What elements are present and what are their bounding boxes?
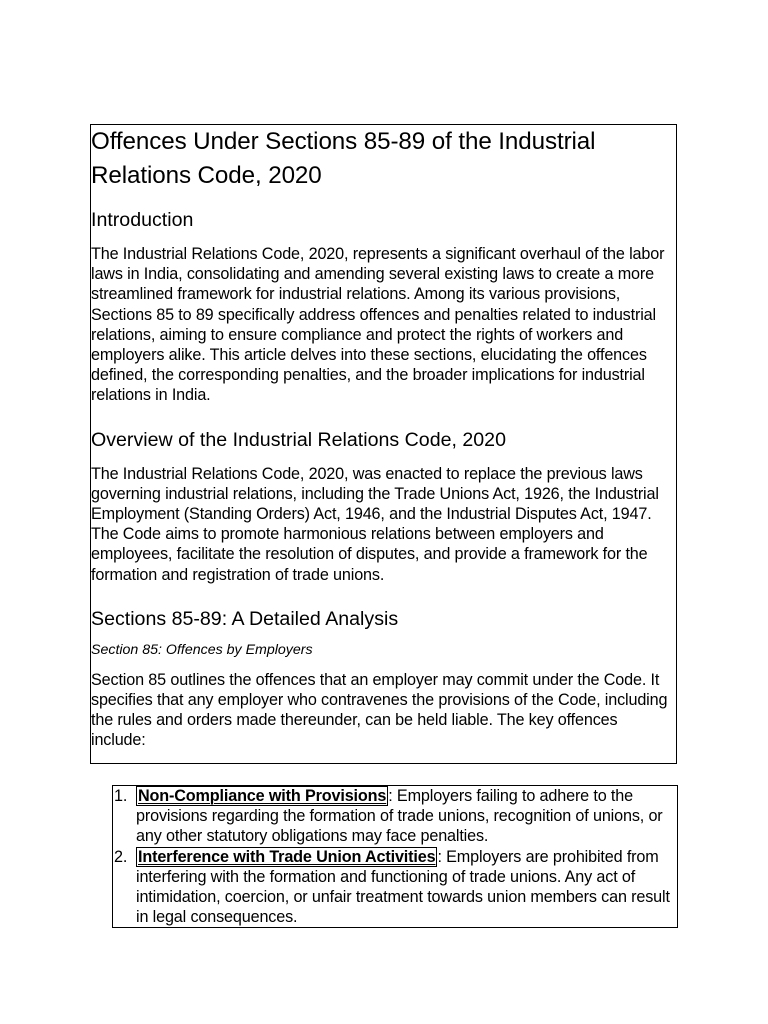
section-85-paragraph: Section 85 outlines the offences that an employer may commit under the Code. It specifies that any employer who contravenes the provisions of the Code, including the rules and orders made thereunder, can be held liable. The key offences include: xyxy=(91,670,668,750)
page-title: Offences Under Sections 85-89 of the Industrial Relations Code, 2020 xyxy=(91,128,596,189)
section-heading-overview: Overview of the Industrial Relations Code, 2020 xyxy=(91,428,506,451)
subsection-heading-section-85: Section 85: Offences by Employers xyxy=(91,641,313,658)
offence-description: : Employers failing to adhere to the provisions regarding the formation of trade unions, recognition of unions, or any other statutory obligations may face penalties. xyxy=(136,787,663,846)
list-item xyxy=(114,847,677,928)
introduction-paragraph: The Industrial Relations Code, 2020, represents a significant overhaul of the labor laws in India, consolidating and amending several existing laws to create a more streamlined framework for industrial relations. Among its various provisions, Sections 85 to 89 specifically address offences and penalties related to industrial relations, aiming to ensure compliance and protect the rights of workers and employers alike. This article delves into these sections, elucidating the offences defined, the corresponding penalties, and the broader implications for industrial relations in India. xyxy=(91,245,665,405)
section-heading-introduction: Introduction xyxy=(91,209,194,231)
document-body xyxy=(90,124,677,764)
key-offences-list xyxy=(113,786,677,927)
overview-paragraph: The Industrial Relations Code, 2020, was enacted to replace the previous laws governing industrial relations, including the Trade Unions Act, 1926, the Industrial Employment (Standing Orders) Act, 1946, and the Industrial Disputes Act, 1947. The Code aims to promote harmonious relations between employers and employees, facilitate the resolution of disputes, and provide a framework for the formation and registration of trade unions. xyxy=(91,464,659,584)
list-item-number: 1. xyxy=(114,787,128,805)
key-offences-list-block xyxy=(112,785,678,928)
list-item-number: 2. xyxy=(114,847,128,866)
offence-term: Interference with Trade Union Activities xyxy=(138,847,436,866)
list-item xyxy=(114,786,677,847)
section-heading-analysis: Sections 85-89: A Detailed Analysis xyxy=(91,607,399,630)
offence-term: Non-Compliance with Provisions xyxy=(138,787,387,805)
offence-description: : Employers are prohibited from interfering with the formation and functioning of trade unions. Any act of intimidation, coercion, or unfair treatment towards union members can result in legal consequences. xyxy=(136,847,670,927)
